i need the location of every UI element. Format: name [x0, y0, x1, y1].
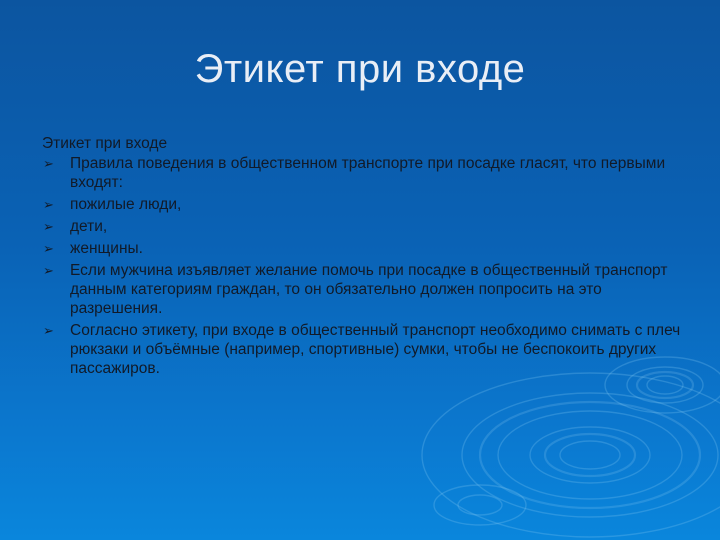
arrow-bullet-icon: ➢	[43, 323, 54, 338]
arrow-bullet-icon: ➢	[43, 197, 54, 212]
bullet-list	[42, 154, 682, 378]
bullet-item	[42, 217, 682, 236]
bullet-text: дети,	[70, 218, 108, 235]
bullet-text: Если мужчина изъявляет желание помочь при посадке в общественный транспорт данным категориям граждан, то он обязательно должен попросить на это разрешения.	[70, 262, 668, 317]
bullet-item	[42, 195, 682, 214]
slide-body	[42, 134, 682, 381]
bullet-item	[42, 261, 682, 318]
bullet-item	[42, 154, 682, 192]
bullet-text: Согласно этикету, при входе в общественный транспорт необходимо снимать с плеч рюкзаки и объёмные (например, спортивные) сумки, чтобы не беспокоить других пассажиров.	[70, 322, 681, 377]
arrow-bullet-icon: ➢	[43, 241, 54, 256]
arrow-bullet-icon: ➢	[43, 263, 54, 278]
arrow-bullet-icon: ➢	[43, 156, 54, 171]
bullet-text: женщины.	[70, 240, 143, 257]
bullet-text: пожилые люди,	[70, 196, 182, 213]
bullet-item	[42, 321, 682, 378]
bullet-item	[42, 239, 682, 258]
intro-line: Этикет при входе	[42, 135, 168, 152]
slide-title: Этикет при входе	[194, 47, 526, 91]
arrow-bullet-icon: ➢	[43, 219, 54, 234]
bullet-text: Правила поведения в общественном транспорте при посадке гласят, что первыми входят:	[70, 155, 666, 191]
